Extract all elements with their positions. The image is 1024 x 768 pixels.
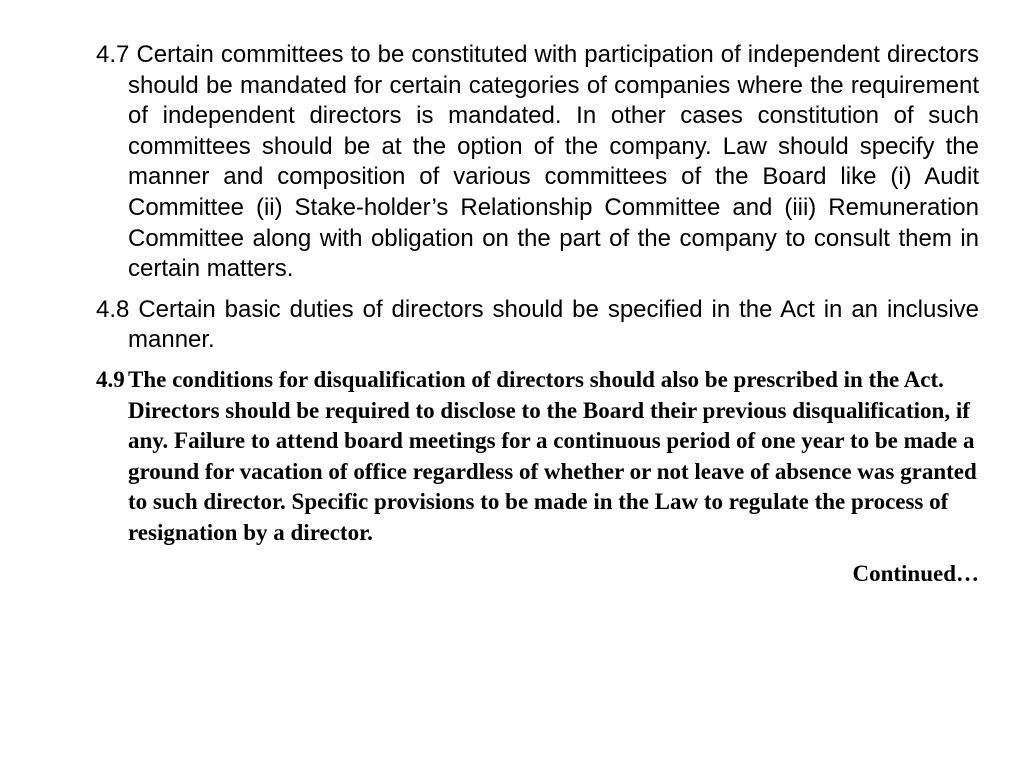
paragraph-4-7: [96, 40, 979, 285]
paragraph-number: 4.9: [96, 366, 125, 392]
paragraph-text: Certain committees to be constituted with participation of independent directors should be mandated for certain categories of companies where the requirement of independent directors is mandated. In other cases constitution of such committees should be at the option of the company. Law should specify the manner and composition of various committees of the Board like (i) Audit Committee (ii) Stake-holder’s Relationship Committee and (iii) Remuneration Committee along with obligation on the part of the company to consult them in certain matters.: [128, 41, 980, 283]
paragraph-text: Certain basic duties of directors should be specified in the Act in an inclusive manner.: [128, 295, 979, 354]
paragraph-4-9: [96, 365, 979, 549]
continued-label: Continued…: [852, 560, 979, 586]
paragraph-text: The conditions for disqualification of directors should also be prescribed in the Act. Directors should be required to disclose to the Board their previous disqualification, if any. Failure to attend board meetings for a continuous period of one year to be made a ground for vacation of office regardless of whether or not leave of absence was granted to such director. Specific provisions to be made in the Law to regulate the process of resignation by a director.: [128, 366, 977, 545]
slide-content: [96, 40, 979, 589]
paragraph-number: 4.7: [96, 41, 130, 68]
paragraph-number: 4.8: [96, 295, 130, 323]
paragraph-4-8: [96, 295, 979, 356]
